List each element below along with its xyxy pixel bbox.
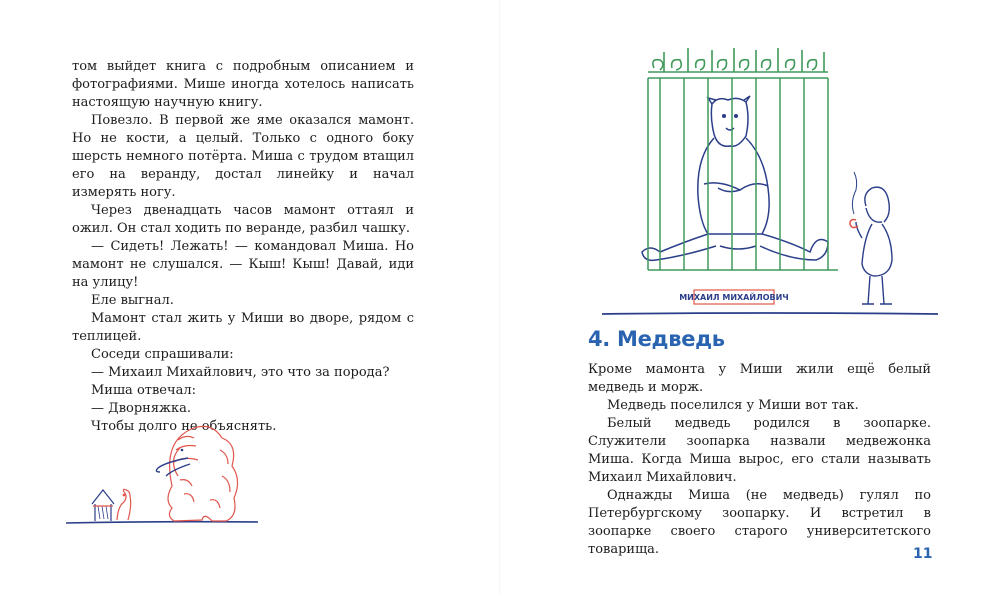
paragraph: Повезло. В первой же яме оказался мамонт. Но не кости, а целый. Только с одного боку шерсть немного потёрта. Миша с трудом втащил его на веранду, достал линейку и начал измерять ногу. <box>72 113 414 200</box>
doghouse-icon <box>92 490 114 521</box>
paragraph: Миша отвечал: <box>91 383 196 398</box>
bear-in-cage-illustration <box>600 38 940 320</box>
left-page-text <box>72 58 414 436</box>
paragraph: — Сидеть! Лежать! — командовал Миша. Но мамонт не слушался. — Кыш! Кыш! Давай, иди на улицу! <box>72 239 414 290</box>
mammoth-illustration <box>62 420 262 530</box>
pipe-icon <box>850 172 858 228</box>
mammoth-icon <box>168 426 238 521</box>
paragraph: Мамонт стал жить у Миши во дворе, рядом с теплицей. <box>72 311 414 344</box>
polar-bear-icon <box>642 96 828 260</box>
cage-ornament <box>648 48 828 78</box>
paragraph: том выйдет книга с подробным описанием и фотографиями. Мише иногда хотелось написать настоящую научную книгу. <box>72 59 414 110</box>
small-dog-icon <box>117 489 131 520</box>
page-number: 11 <box>913 546 933 562</box>
man-with-pipe-icon <box>856 187 892 304</box>
paragraph: — Дворняжка. <box>91 401 192 416</box>
paragraph: Соседи спрашивали: <box>91 347 234 362</box>
cage-bars <box>648 78 838 270</box>
paragraph: Однажды Миша (не медведь) гулял по Петербургскому зоопарку. И встретил в зоопарке своего старого университетского товарища. <box>588 488 931 557</box>
paragraph: Белый медведь родился в зоопарке. Служители зоопарка назвали медвежонка Миша. Когда Миша вырос, его стали называть Михаил Михайлович. <box>588 416 931 485</box>
right-page <box>500 0 1000 594</box>
sign-text: МИХАИЛ МИХАЙЛОВИЧ <box>679 293 789 302</box>
paragraph: Чтобы долго не объяснять. <box>91 419 277 434</box>
paragraph: Через двенадцать часов мамонт оттаял и ожил. Он стал ходить по веранде, разбил чашку. <box>72 203 414 236</box>
name-sign <box>679 290 789 304</box>
paragraph: Кроме мамонта у Миши жили ещё белый медведь и морж. <box>588 362 931 395</box>
chapter-title: 4. Медведь <box>588 327 725 351</box>
right-page-text <box>588 361 931 559</box>
paragraph: Еле выгнал. <box>91 293 174 308</box>
paragraph: Медведь поселился у Миши вот так. <box>607 398 859 413</box>
paragraph: — Михаил Михайлович, это что за порода? <box>91 365 390 380</box>
